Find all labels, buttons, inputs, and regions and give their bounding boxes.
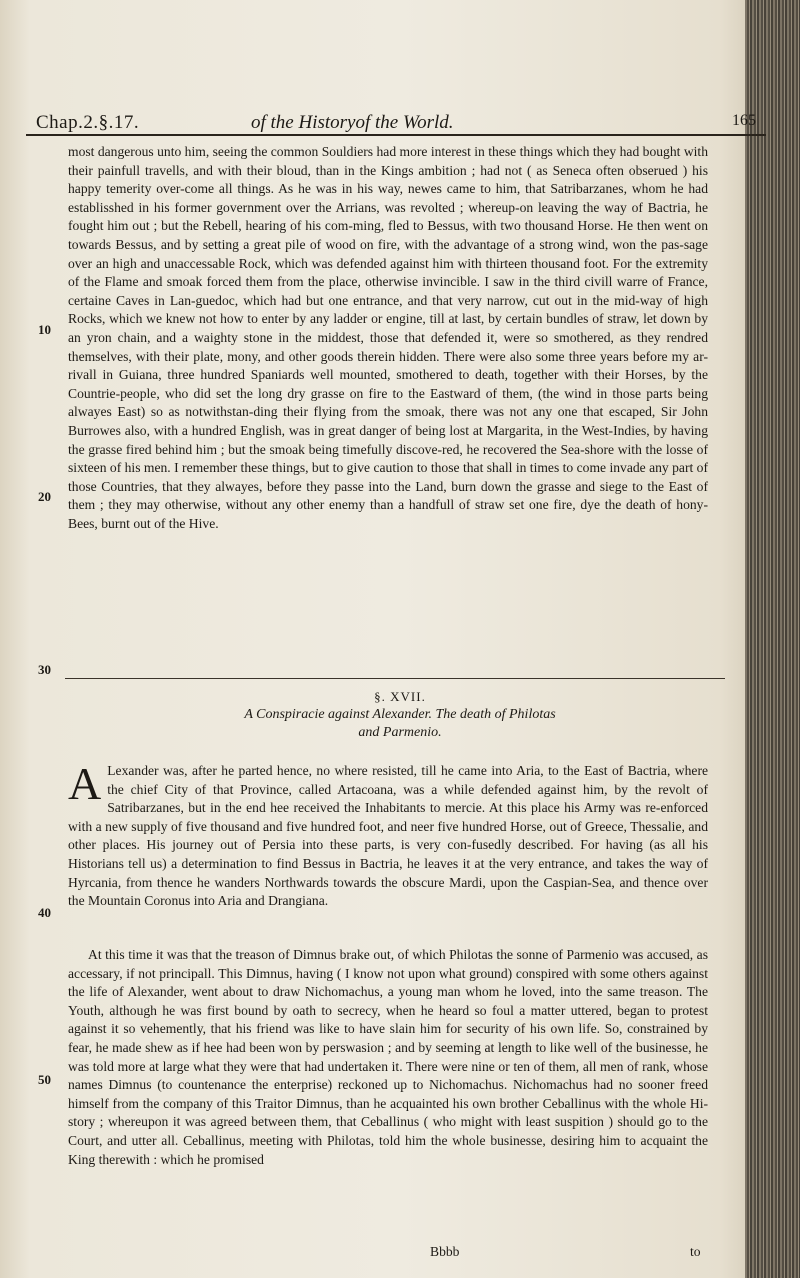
drop-capital: A	[68, 758, 102, 809]
section-title: A Conspiracie against Alexander. The death of Philotas	[244, 707, 556, 722]
paragraph-body	[68, 143, 708, 533]
running-title: of the Historyof the World.	[251, 112, 454, 133]
section-opening	[68, 758, 708, 911]
page-number: 165	[732, 112, 756, 129]
line-number: 40	[38, 905, 51, 920]
header-rule	[26, 134, 766, 136]
catchword: to	[690, 1244, 701, 1259]
section-number: §. XVII.	[374, 689, 426, 704]
running-header	[36, 112, 756, 136]
line-number: 30	[38, 662, 51, 677]
section-title-continued: and Parmenio.	[358, 725, 442, 740]
line-number: 50	[38, 1072, 51, 1087]
section-divider	[65, 678, 725, 679]
paragraph-text: Lexander was, after he parted hence, no where resisted, till he came into Aria, to the East of Bactria, where the chief City of that Province, called Artacoana, was a while defended against him, by the revolt of Satribarzanes, but in the end hee received the Inhabitants to mercie. At this place his Army was re-enforced with a new supply of five thousand and five hundred foot, and neer five hundred Horse, out of Greece, Thessalie, and other places. His journey out of Persia into these parts, is very con-fusedly described. For having (as all his Historians tell us) a determination to find Bessus in Bactria, he leaves it at the very entrance, and takes the way of Hyrcania, from thence he wanders Northwards towards the obscure Mardi, upon the Caspian-Sea, and thence over the Mountain Coronus into Aria and Drangiana.	[68, 763, 708, 909]
book-binding-edge	[745, 0, 800, 1278]
paragraph-text: most dangerous unto him, seeing the common Souldiers had more interest in these things which they had bought with their painfull travells, and with their bloud, than in the Kings ambition ; had not ( as Seneca often obserued ) his happy temerity over-come all things. As he was in his way, newes came to him, that Satribarzanes, whom he had establisshed in his former government over the Arrians, was revolted ; whereup-on leaving the way of Bactria, he fought him out ; but the Rebell, hearing of his com-ming, fled to Bessus, with two thousand Horse. He then went on towards Bessus, and by setting a great pile of wood on fire, with the advantage of a strong wind, won the pas-sage over an high and unaccessable Rock, which was defended against him with thirteen thousand foot. For the extremity of the Flame and smoak forced them from the place, otherwise invincible. I saw in the third civill warre of France, certaine Caves in Lan-guedoc, which had but one entrance, and that very narrow, cut out in the mid-way of high Rocks, which we knew not how to enter by any ladder or engine, till at last, by certain bundles of straw, let down by an yron chain, and a waighty stone in the middest, those that defended it, were so smothered, as they rendred themselves, with their plate, mony, and other goods therein hidden. There were also some three years before my ar-rivall in Guiana, three hundred Spaniards well mounted, smothered to death, together with their Horses, by the Countrie-people, who did set the long dry grasse on fire to the Eastward of them, (the wind in those parts being alwayes East) so as notwithstan-ding their flying from the smoak, there was not any one that escaped, Sir John Burrowes also, with a hundred English, was in great danger of being lost at Margarita, in the West-Indies, by having the grasse fired behind him ; but the smoak being timefully discove-red, he recovered the Sea-shore with the losse of sixteen of his men. I remember these things, but to give caution to those that shall in times to come invade any part of those Countries, that they alwayes, before they passe into the Land, burn down the grasse and siege to the East of them ; they may otherwise, without any other enemy than a handfull of straw set one fire, dye the death of hony-Bees, burnt out of the Hive.	[68, 144, 708, 531]
line-number: 10	[38, 322, 51, 337]
line-number: 20	[38, 489, 51, 504]
signature-mark: Bbbb	[430, 1244, 460, 1259]
paragraph-body	[68, 946, 708, 1169]
paragraph-text: At this time it was that the treason of Dimnus brake out, of which Philotas the sonne of Parmenio was accused, as accessary, if not principall. This Dimnus, having ( I know not upon what ground) conspired with some others against the life of Alexander, went about to draw Nichomachus, a young man whom he loved, into the same treason. The Youth, although he was first bound by oath to secrecy, when he heard so foul a matter uttered, began to protest against it so vehemently, that his friend was like to have slain him for security of his own life. So, constrained by fear, he made shew as if hee had been won by perswasion ; and by seeming at length to like well of the businesse, he was told more at large what they were that had undertaken it. There were nine or ten of them, all men of rank, whose names Dimnus (to countenance the enterprise) reckoned up to Nichomachus. Nichomachus had no sooner freed himself from the company of this Traitor Dimnus, than he acquainted his own brother Ceballinus with the whole Hi-story ; whereupon it was agreed between them, that Ceballinus ( who might with least suspition ) should go to the Court, and utter all. Ceballinus, meeting with Philotas, told him the whole businesse, desiring him to acquaint the King therewith : which he promised	[68, 947, 708, 1167]
chapter-reference: Chap.2.§.17.	[36, 112, 140, 133]
